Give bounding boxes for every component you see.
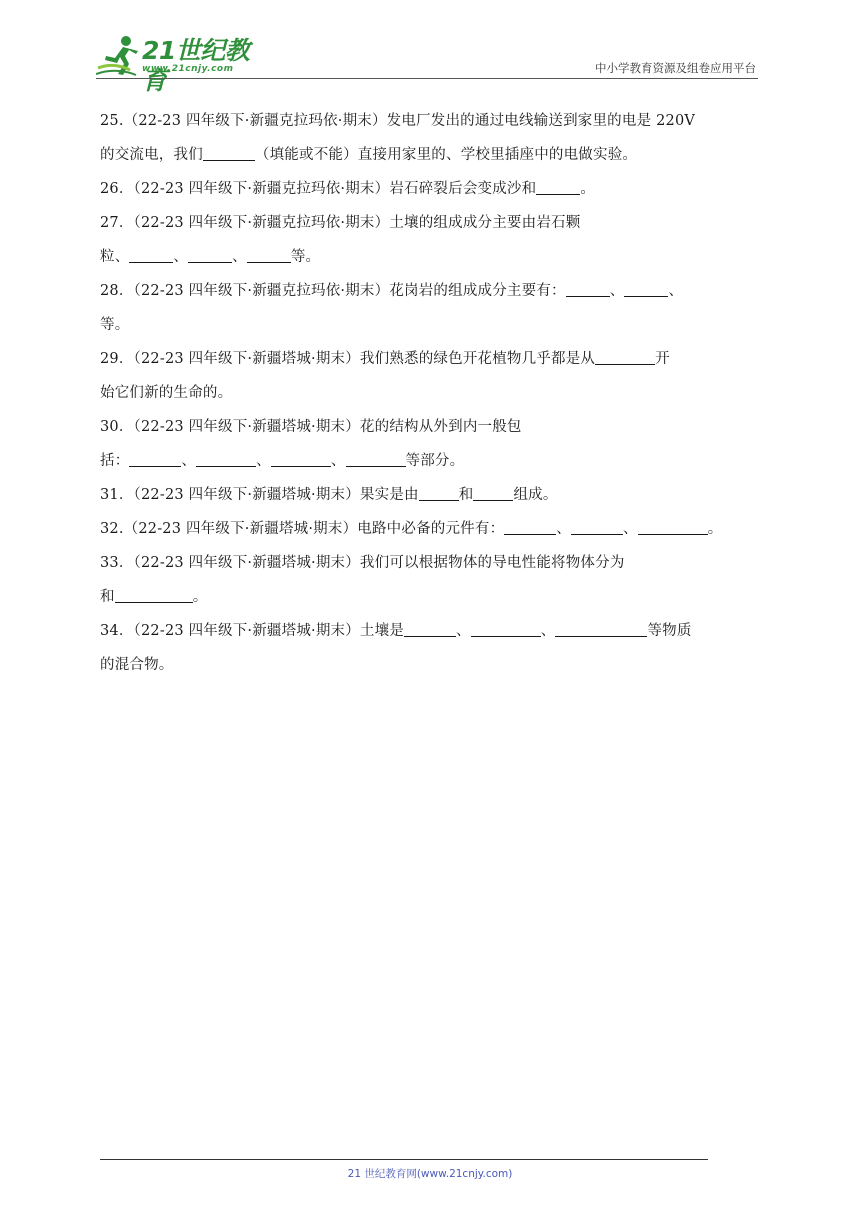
answer-blank[interactable] bbox=[129, 246, 173, 263]
question-26: 26．（22-23 四年级下·新疆克拉玛依·期末）岩石碎裂后会变成沙和 。 bbox=[100, 172, 762, 206]
answer-blank[interactable] bbox=[196, 450, 256, 467]
answer-blank[interactable] bbox=[571, 518, 623, 535]
header-divider bbox=[96, 78, 758, 79]
answer-blank[interactable] bbox=[203, 144, 255, 161]
answer-blank[interactable] bbox=[188, 246, 232, 263]
answer-blank[interactable] bbox=[247, 246, 291, 263]
answer-blank[interactable] bbox=[129, 450, 181, 467]
answer-blank[interactable] bbox=[504, 518, 556, 535]
question-29-line-2: 始它们新的生命的。 bbox=[100, 385, 233, 401]
footer-link[interactable]: 21 世纪教育网(www.21cnjy.com) bbox=[347, 1168, 513, 1180]
question-33-line-2: 和 。 bbox=[100, 580, 762, 614]
question-27-line-1: 27．（22-23 四年级下·新疆克拉玛依·期末）土壤的组成成分主要由岩石颗 bbox=[100, 215, 581, 231]
answer-blank[interactable] bbox=[115, 586, 193, 603]
question-28-line-2: 等。 bbox=[100, 317, 130, 333]
question-30-line-2: 括： 、 、 、 等部分。 bbox=[100, 444, 762, 478]
question-34-line-1: 34．（22-23 四年级下·新疆塔城·期末）土壤是 、 、 等物质 bbox=[100, 614, 762, 648]
site-logo bbox=[96, 34, 266, 95]
question-33-line-1: 33．（22-23 四年级下·新疆塔城·期末）我们可以根据物体的导电性能将物体分为 bbox=[100, 555, 625, 571]
answer-blank[interactable] bbox=[346, 450, 406, 467]
question-27-line-2: 粒、 、 、 等。 bbox=[100, 240, 762, 274]
logo-url: www.21cnjy.com bbox=[142, 64, 234, 74]
answer-blank[interactable] bbox=[271, 450, 331, 467]
answer-blank[interactable] bbox=[404, 620, 456, 637]
logo-text: 21世纪教育 bbox=[142, 36, 250, 95]
footer-divider bbox=[100, 1159, 708, 1160]
question-30-line-1: 30．（22-23 四年级下·新疆塔城·期末）花的结构从外到内一般包 bbox=[100, 419, 522, 435]
page-header bbox=[96, 34, 758, 95]
question-32: 32.（22-23 四年级下·新疆塔城·期末）电路中必备的元件有： 、 、 。 bbox=[100, 512, 762, 546]
question-29-line-1: 29．（22-23 四年级下·新疆塔城·期末）我们熟悉的绿色开花植物几乎都是从 开 bbox=[100, 342, 762, 376]
answer-blank[interactable] bbox=[536, 178, 580, 195]
answer-blank[interactable] bbox=[595, 348, 655, 365]
answer-blank[interactable] bbox=[473, 484, 513, 501]
answer-blank[interactable] bbox=[419, 484, 459, 501]
answer-blank[interactable] bbox=[471, 620, 541, 637]
question-list bbox=[100, 104, 762, 682]
answer-blank[interactable] bbox=[638, 518, 708, 535]
runner-logo-icon bbox=[96, 34, 142, 78]
answer-blank[interactable] bbox=[566, 280, 610, 297]
question-28-line-1: 28．（22-23 四年级下·新疆克拉玛依·期末）花岗岩的组成成分主要有： 、 、 bbox=[100, 274, 762, 308]
question-25-line-1: 25.（22-23 四年级下·新疆克拉玛依·期末）发电厂发出的通过电线输送到家里的电是 220V bbox=[100, 113, 696, 129]
answer-blank[interactable] bbox=[555, 620, 647, 637]
header-tagline: 中小学教育资源及组卷应用平台 bbox=[595, 61, 756, 75]
answer-blank[interactable] bbox=[624, 280, 668, 297]
question-31: 31．（22-23 四年级下·新疆塔城·期末）果实是由 和 组成。 bbox=[100, 478, 762, 512]
question-25-line-2: 的交流电，我们 （填能或不能）直接用家里的、学校里插座中的电做实验。 bbox=[100, 138, 762, 172]
question-34-line-2: 的混合物。 bbox=[100, 657, 174, 673]
